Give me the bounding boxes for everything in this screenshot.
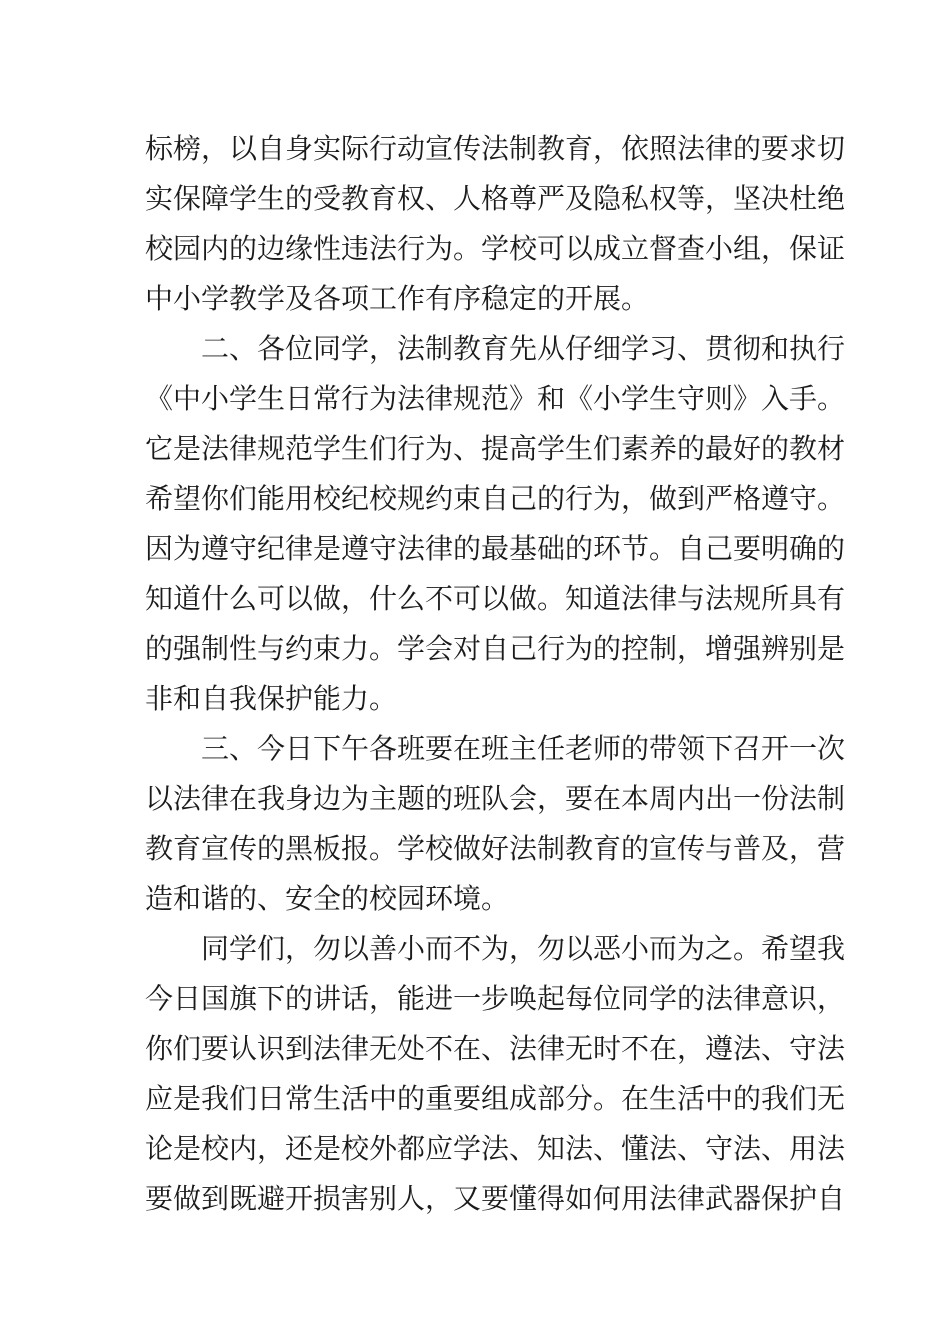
text-line: 教育宣传的黑板报。学校做好法制教育的宣传与普及，营	[145, 832, 846, 865]
text-line: 要做到既避开损害别人，又要懂得如何用法律武器保护自	[145, 1182, 846, 1215]
text-line: 同学们，勿以善小而不为，勿以恶小而为之。希望我	[145, 932, 846, 965]
text-line: 因为遵守纪律是遵守法律的最基础的环节。自己要明确的	[145, 532, 846, 565]
text-line: 今日国旗下的讲话，能进一步唤起每位同学的法律意识，	[145, 982, 846, 1015]
text-line: 你们要认识到法律无处不在、法律无时不在，遵法、守法	[145, 1032, 846, 1065]
text-line: 标榜，以自身实际行动宣传法制教育，依照法律的要求切	[145, 132, 846, 165]
text-line: 以法律在我身边为主题的班队会，要在本周内出一份法制	[145, 782, 846, 815]
text-line: 希望你们能用校纪校规约束自己的行为，做到严格遵守。	[145, 482, 846, 515]
text-line: 校园内的边缘性违法行为。学校可以成立督查小组，保证	[145, 232, 846, 265]
text-line: 非和自我保护能力。	[145, 682, 398, 715]
text-line: 它是法律规范学生们行为、提高学生们素养的最好的教材	[145, 432, 846, 465]
text-line: 应是我们日常生活中的重要组成部分。在生活中的我们无	[145, 1082, 846, 1115]
text-line: 论是校内，还是校外都应学法、知法、懂法、守法、用法	[145, 1132, 846, 1165]
text-line: 中小学教学及各项工作有序稳定的开展。	[145, 282, 650, 315]
text-line: 的强制性与约束力。学会对自己行为的控制，增强辨别是	[145, 632, 846, 665]
text-line: 知道什么可以做，什么不可以做。知道法律与法规所具有	[145, 582, 846, 615]
text-line: 实保障学生的受教育权、人格尊严及隐私权等，坚决杜绝	[145, 182, 846, 215]
text-line: 三、今日下午各班要在班主任老师的带领下召开一次	[145, 732, 846, 765]
body-text	[145, 124, 846, 1224]
text-line: 《中小学生日常行为法律规范》和《小学生守则》入手。	[145, 382, 846, 415]
text-line: 二、各位同学，法制教育先从仔细学习、贯彻和执行	[145, 332, 846, 365]
text-line: 造和谐的、安全的校园环境。	[145, 882, 510, 915]
